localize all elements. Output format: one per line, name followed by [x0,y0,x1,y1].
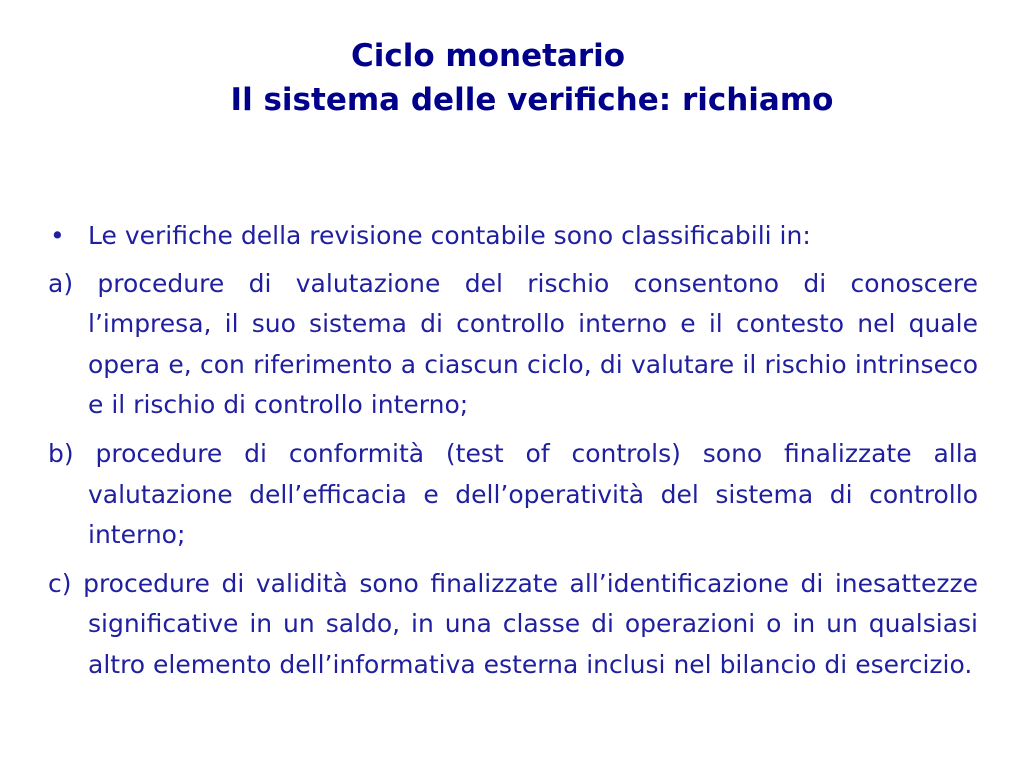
intro-bullet [48,216,978,257]
title-line-1: Ciclo monetario [350,38,626,74]
intro-text: Le verifiche della revisione contabile sono classificabili in: [88,221,811,250]
list-item-b: b) procedure di conformità (test of controls) sono finalizzate alla valutazione dell’efficacia e dell’operatività del sistema di controllo interno; [48,438,978,550]
list-item-c: c) procedure di validità sono finalizzate all’identificazione di inesattezze significative in un saldo, in una classe di operazioni o in un qualsiasi altro elemento dell’informativa esterna inclusi nel bilancio di esercizio. [48,568,978,679]
list-item-a: a) procedure di valutazione del rischio consentono di conoscere l’impresa, il suo sistema di controllo interno e il contesto nel quale opera e, con riferimento a ciascun ciclo, di valutare il rischio intrinseco e il rischio di controllo interno; [48,268,978,420]
slide-title [0,34,1024,122]
bullet-icon: • [50,221,65,250]
title-line-2: Il sistema delle verifiche: richiamo [230,82,834,118]
slide-content [48,216,978,694]
